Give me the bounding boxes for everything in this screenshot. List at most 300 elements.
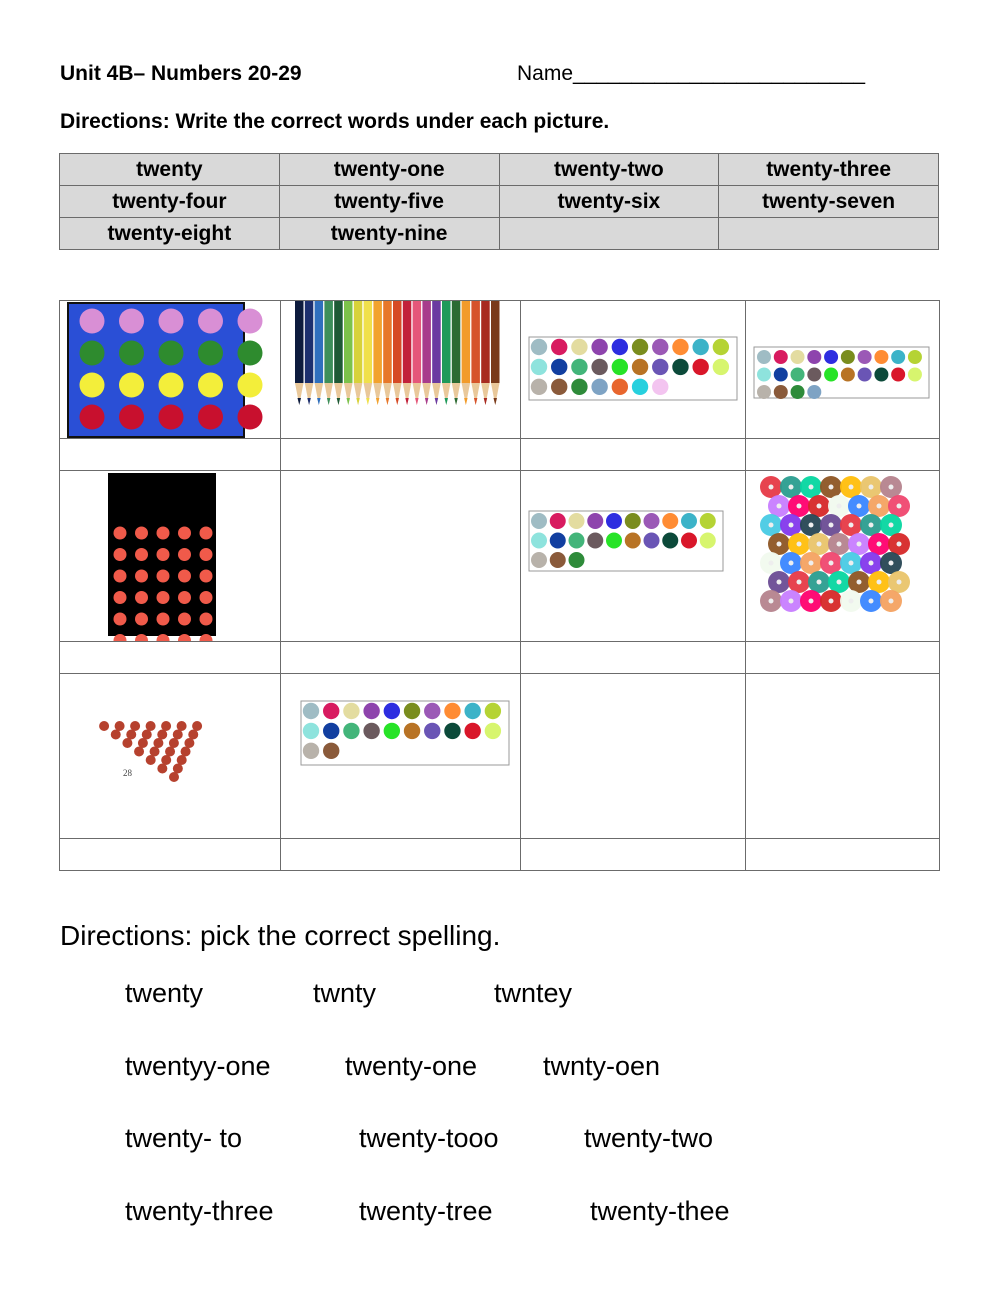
pencil-lead xyxy=(376,398,380,405)
color-dot xyxy=(644,513,660,529)
color-dot xyxy=(551,359,567,375)
bead xyxy=(157,730,167,740)
pencil-body xyxy=(344,301,353,383)
answer-cell[interactable] xyxy=(746,439,940,471)
pearl xyxy=(849,561,854,566)
color-dot xyxy=(632,379,648,395)
answer-cell[interactable] xyxy=(521,439,746,471)
spelling-option[interactable]: twenty-three xyxy=(125,1196,274,1226)
color-dot xyxy=(681,513,697,529)
word-bank-cell: twenty-one xyxy=(279,154,499,186)
word-bank-cell: twenty-six xyxy=(499,186,719,218)
colored-pencils-picture xyxy=(281,301,521,438)
word-bank-cell: twenty-eight xyxy=(60,218,280,250)
pencil-body xyxy=(422,301,431,383)
color-dot xyxy=(757,350,771,364)
bead xyxy=(111,730,121,740)
name-field[interactable]: Name_________________________ xyxy=(517,62,865,85)
bead xyxy=(142,730,152,740)
bead xyxy=(177,721,187,731)
pencil-body xyxy=(324,301,333,383)
color-dot xyxy=(908,368,922,382)
pearl xyxy=(789,485,794,490)
board-dot xyxy=(80,405,105,430)
color-dot xyxy=(384,703,400,719)
board-dot xyxy=(198,309,223,334)
board-dot xyxy=(198,373,223,398)
color-dot xyxy=(485,723,501,739)
bead xyxy=(161,721,171,731)
color-dot xyxy=(612,359,628,375)
answer-cell[interactable] xyxy=(746,642,940,674)
board-dot xyxy=(119,373,144,398)
color-dot xyxy=(700,533,716,549)
picture-cell xyxy=(521,301,746,439)
color-dot xyxy=(569,533,585,549)
color-dot xyxy=(713,359,729,375)
bead xyxy=(115,721,125,731)
bead xyxy=(138,738,148,748)
color-dot xyxy=(774,385,788,399)
spelling-option[interactable]: twenty-thee xyxy=(590,1196,730,1226)
color-dot xyxy=(774,350,788,364)
board-dot xyxy=(159,373,184,398)
color-dot xyxy=(384,723,400,739)
pencil-body xyxy=(442,301,451,383)
pearl xyxy=(869,523,874,528)
pearl xyxy=(797,580,802,585)
word-bank-row xyxy=(60,218,939,250)
answer-cell[interactable] xyxy=(746,839,940,871)
picture-cell xyxy=(521,674,746,839)
board-dot xyxy=(80,341,105,366)
answer-cell[interactable] xyxy=(281,439,521,471)
pencil-lead xyxy=(484,398,488,405)
color-dot xyxy=(571,339,587,355)
pencil-lead xyxy=(386,398,390,405)
pencil-lead xyxy=(474,398,478,405)
answer-cell[interactable] xyxy=(521,839,746,871)
pearl xyxy=(889,599,894,604)
pearl xyxy=(817,504,822,509)
pencil-body xyxy=(491,301,500,383)
red-dot xyxy=(114,613,127,626)
color-dot xyxy=(652,339,668,355)
board-dot xyxy=(238,309,263,334)
color-dot xyxy=(485,703,501,719)
pencil-body xyxy=(295,301,304,383)
color-dot xyxy=(700,513,716,529)
pearl xyxy=(829,523,834,528)
color-dot xyxy=(908,350,922,364)
color-dot xyxy=(323,743,339,759)
pearl xyxy=(889,561,894,566)
pearl xyxy=(837,542,842,547)
color-dot xyxy=(424,723,440,739)
board-dot xyxy=(159,405,184,430)
color-dot xyxy=(550,513,566,529)
pearl xyxy=(769,485,774,490)
picture-cell xyxy=(60,471,281,642)
directions-write-words: Directions: Write the correct words under each picture. xyxy=(60,110,610,133)
bead xyxy=(184,738,194,748)
color-dot xyxy=(757,385,771,399)
pencil-lead xyxy=(445,398,449,405)
board-dot xyxy=(119,405,144,430)
pencil-body xyxy=(481,301,490,383)
color-dot xyxy=(652,379,668,395)
color-dot xyxy=(569,552,585,568)
pearl xyxy=(857,504,862,509)
red-dot xyxy=(178,613,191,626)
color-dot xyxy=(791,385,805,399)
pearl xyxy=(897,542,902,547)
red-dot xyxy=(200,527,213,540)
color-dot xyxy=(652,359,668,375)
board-dot xyxy=(238,373,263,398)
word-bank-cell: twenty-five xyxy=(279,186,499,218)
color-dot xyxy=(692,359,708,375)
pearl xyxy=(809,561,814,566)
board-dot xyxy=(238,405,263,430)
red-dot xyxy=(114,591,127,604)
bead xyxy=(173,730,183,740)
pearl xyxy=(769,561,774,566)
pearl xyxy=(877,580,882,585)
bead xyxy=(150,747,160,757)
word-bank-row xyxy=(60,186,939,218)
picture-cell xyxy=(60,301,281,439)
pencil-body xyxy=(393,301,402,383)
pencil-body xyxy=(334,301,343,383)
pencil-body xyxy=(413,301,422,383)
board-dot xyxy=(159,309,184,334)
color-dot xyxy=(591,359,607,375)
color-dot xyxy=(531,379,547,395)
triangle-count-label: 28 xyxy=(123,768,132,778)
color-dot xyxy=(303,743,319,759)
red-dot xyxy=(157,548,170,561)
bead-triangle-picture xyxy=(60,674,281,838)
bead xyxy=(134,747,144,757)
word-bank-cell: twenty xyxy=(60,154,280,186)
color-dot xyxy=(571,379,587,395)
red-dot xyxy=(200,613,213,626)
red-dot xyxy=(178,527,191,540)
board-dot xyxy=(80,373,105,398)
picture-cell xyxy=(521,471,746,642)
red-dot xyxy=(200,548,213,561)
board-dot xyxy=(80,309,105,334)
pencil-lead xyxy=(317,398,321,405)
pencil-body xyxy=(403,301,412,383)
color-dot xyxy=(363,723,379,739)
color-dot xyxy=(550,552,566,568)
color-dot xyxy=(791,350,805,364)
red-dot xyxy=(135,548,148,561)
word-bank-cell xyxy=(499,218,719,250)
spelling-option[interactable]: twnty xyxy=(313,978,377,1008)
color-dot xyxy=(343,703,359,719)
bead xyxy=(157,764,167,774)
bead xyxy=(165,747,175,757)
color-dot xyxy=(757,368,771,382)
red-dot xyxy=(135,591,148,604)
color-dot xyxy=(404,703,420,719)
pearl xyxy=(777,542,782,547)
pencil-body xyxy=(462,301,471,383)
bead xyxy=(173,764,183,774)
pearl xyxy=(837,580,842,585)
spelling-option[interactable]: twenty-one xyxy=(345,1051,478,1081)
pearl xyxy=(869,485,874,490)
color-dot xyxy=(662,513,678,529)
board-dot xyxy=(238,341,263,366)
color-dot xyxy=(531,533,547,549)
pearl xyxy=(857,580,862,585)
dot-board-picture xyxy=(60,301,281,438)
pearl xyxy=(829,599,834,604)
color-dot xyxy=(672,339,688,355)
pearl xyxy=(817,542,822,547)
pearl xyxy=(817,580,822,585)
answer-cell[interactable] xyxy=(281,642,521,674)
pencil-lead xyxy=(327,398,331,405)
color-dot xyxy=(531,552,547,568)
word-bank-cell: twenty-three xyxy=(719,154,939,186)
color-dot xyxy=(404,723,420,739)
spelling-option[interactable]: twentyy-one xyxy=(125,1051,271,1081)
spelling-option[interactable]: twenty-tooo xyxy=(359,1123,499,1153)
pencil-lead xyxy=(307,398,311,405)
color-dot xyxy=(625,513,641,529)
color-dot xyxy=(444,703,460,719)
pearl xyxy=(777,580,782,585)
pencil-body xyxy=(305,301,314,383)
color-dot xyxy=(587,513,603,529)
spelling-option[interactable]: twenty xyxy=(125,978,204,1008)
color-dot xyxy=(672,359,688,375)
word-bank-cell: twenty-seven xyxy=(719,186,939,218)
color-dot xyxy=(625,533,641,549)
unit-title: Unit 4B– Numbers 20-29 xyxy=(60,62,302,85)
pearl xyxy=(797,504,802,509)
red-dot xyxy=(114,570,127,583)
red-dot xyxy=(200,570,213,583)
color-dot xyxy=(343,723,359,739)
answer-cell[interactable] xyxy=(281,839,521,871)
color-dot xyxy=(606,513,622,529)
red-dot xyxy=(157,613,170,626)
pencil-lead xyxy=(347,398,351,405)
color-dot xyxy=(891,350,905,364)
color-dot xyxy=(662,533,678,549)
color-dot xyxy=(424,703,440,719)
bead xyxy=(153,738,163,748)
red-dot xyxy=(135,613,148,626)
color-dot xyxy=(692,339,708,355)
word-bank-cell: twenty-four xyxy=(60,186,280,218)
pencil-lead xyxy=(337,398,341,405)
pearl xyxy=(897,580,902,585)
pencil-lead xyxy=(396,398,400,405)
bead xyxy=(181,747,191,757)
pencil-lead xyxy=(425,398,429,405)
board-dot xyxy=(159,341,184,366)
pearl xyxy=(777,504,782,509)
word-bank-cell xyxy=(719,218,939,250)
pearl xyxy=(837,504,842,509)
pearl xyxy=(877,542,882,547)
color-dot xyxy=(644,533,660,549)
pencil-body xyxy=(373,301,382,383)
color-dot xyxy=(591,339,607,355)
picture-cell xyxy=(60,674,281,839)
pearl xyxy=(857,542,862,547)
pencil-lead xyxy=(366,398,370,405)
color-dot xyxy=(606,533,622,549)
picture-cell xyxy=(746,471,940,642)
pencil-lead xyxy=(356,398,360,405)
pencil-lead xyxy=(464,398,468,405)
color-dot xyxy=(807,385,821,399)
pearl xyxy=(849,523,854,528)
color-dot xyxy=(531,339,547,355)
color-dot xyxy=(303,703,319,719)
spelling-option[interactable]: twenty- to xyxy=(125,1123,243,1153)
red-dot xyxy=(135,527,148,540)
color-dot xyxy=(874,368,888,382)
spelling-option[interactable]: twenty-tree xyxy=(359,1196,493,1226)
color-dot xyxy=(569,513,585,529)
red-dot xyxy=(178,591,191,604)
spelling-option[interactable]: twenty-two xyxy=(584,1123,714,1153)
pencil-lead xyxy=(454,398,458,405)
answer-cell[interactable] xyxy=(60,642,281,674)
picture-cell xyxy=(281,471,521,642)
bead xyxy=(122,738,132,748)
color-dot xyxy=(550,533,566,549)
color-dot xyxy=(874,350,888,364)
bead xyxy=(161,755,171,765)
bead xyxy=(192,721,202,731)
color-dot xyxy=(323,703,339,719)
red-dot xyxy=(200,591,213,604)
color-dot xyxy=(531,513,547,529)
pearl xyxy=(789,599,794,604)
pearl xyxy=(869,599,874,604)
color-dot xyxy=(587,533,603,549)
color-dot xyxy=(824,368,838,382)
red-dot xyxy=(114,548,127,561)
word-bank-row xyxy=(60,154,939,186)
pearl xyxy=(897,504,902,509)
picture-cell xyxy=(281,301,521,439)
answer-cell[interactable] xyxy=(521,642,746,674)
pearl xyxy=(797,542,802,547)
color-dots-picture xyxy=(746,301,940,438)
red-dot xyxy=(178,548,191,561)
pencil-body xyxy=(354,301,363,383)
pearl xyxy=(889,523,894,528)
directions-pick-spelling: Directions: pick the correct spelling. xyxy=(60,920,501,951)
color-dot xyxy=(464,703,480,719)
bead xyxy=(130,721,140,731)
bead xyxy=(146,755,156,765)
color-dot xyxy=(791,368,805,382)
color-dot xyxy=(841,368,855,382)
color-dot xyxy=(303,723,319,739)
bead xyxy=(188,730,198,740)
color-dot xyxy=(551,339,567,355)
ribbon-flowers-picture xyxy=(746,471,940,641)
pearl xyxy=(769,523,774,528)
color-dot xyxy=(363,703,379,719)
answer-cell[interactable] xyxy=(60,439,281,471)
answer-cell[interactable] xyxy=(60,839,281,871)
red-dot xyxy=(114,527,127,540)
color-dot xyxy=(444,723,460,739)
pearl xyxy=(849,599,854,604)
color-dot xyxy=(807,350,821,364)
color-dot xyxy=(612,339,628,355)
word-bank-cell: twenty-nine xyxy=(279,218,499,250)
bead xyxy=(99,721,109,731)
picture-grid xyxy=(59,300,940,871)
pencil-body xyxy=(315,301,324,383)
picture-cell xyxy=(281,674,521,839)
color-dot xyxy=(681,533,697,549)
pearl xyxy=(809,485,814,490)
board-dot xyxy=(119,341,144,366)
pencil-body xyxy=(471,301,480,383)
color-dot xyxy=(632,359,648,375)
bead xyxy=(169,772,179,782)
color-dot xyxy=(713,339,729,355)
color-dot xyxy=(591,379,607,395)
color-dots-picture xyxy=(521,301,746,438)
bead xyxy=(177,755,187,765)
color-dot xyxy=(612,379,628,395)
red-dot xyxy=(135,570,148,583)
red-dot xyxy=(157,591,170,604)
color-dot xyxy=(531,359,547,375)
pencil-lead xyxy=(405,398,409,405)
pencil-lead xyxy=(415,398,419,405)
spelling-option[interactable]: twntey xyxy=(494,978,573,1008)
word-bank-table xyxy=(59,153,939,250)
color-dot xyxy=(632,339,648,355)
pencil-lead xyxy=(298,398,302,405)
color-dot xyxy=(858,368,872,382)
color-dot xyxy=(464,723,480,739)
pencil-body xyxy=(452,301,461,383)
bead xyxy=(146,721,156,731)
color-dot xyxy=(891,368,905,382)
red-dots-card-picture xyxy=(60,471,281,641)
pencil-lead xyxy=(435,398,439,405)
board-dot xyxy=(198,405,223,430)
pearl xyxy=(829,485,834,490)
pencil-lead xyxy=(494,398,498,405)
pearl xyxy=(849,485,854,490)
red-dot xyxy=(157,570,170,583)
color-dots-picture xyxy=(521,471,746,641)
spelling-option[interactable]: twnty-oen xyxy=(543,1051,661,1081)
bead xyxy=(126,730,136,740)
board-dot xyxy=(119,309,144,334)
pearl xyxy=(809,599,814,604)
